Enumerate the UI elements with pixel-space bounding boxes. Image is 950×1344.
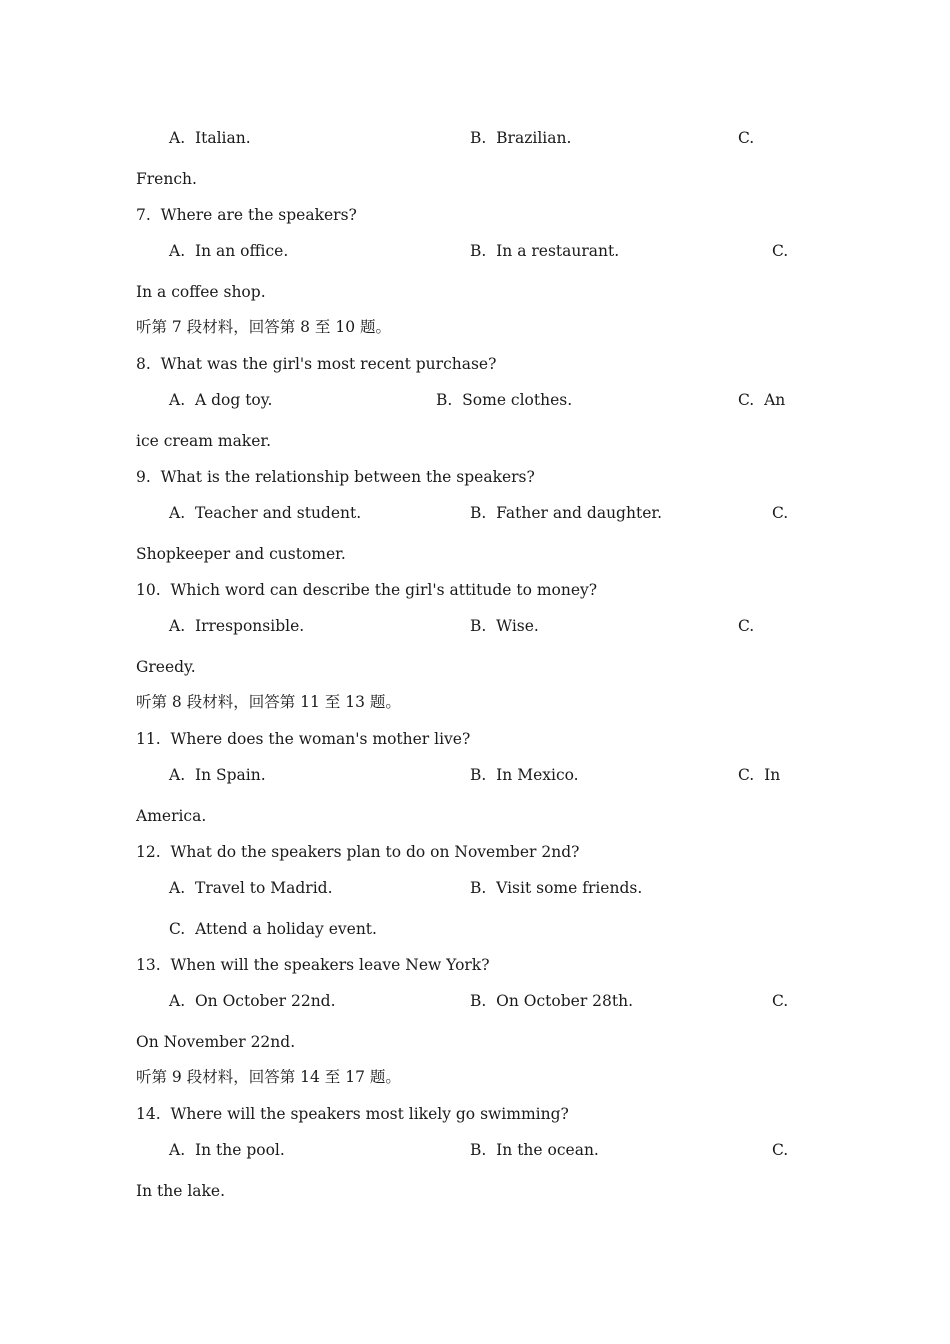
question-13: 13. When will the speakers leave New York?	[136, 956, 490, 974]
option-b: B. Wise.	[470, 617, 539, 635]
option-a: A. Irresponsible.	[169, 617, 305, 635]
option-b: B. Brazilian.	[470, 129, 572, 147]
option-a: A. On October 22nd.	[169, 992, 336, 1010]
section-heading: 听第 7 段材料，回答第 8 至 10 题。	[136, 318, 392, 336]
option-b: B. In the ocean.	[470, 1141, 599, 1159]
option-a: A. A dog toy.	[169, 391, 273, 409]
option-c-text: America.	[136, 807, 207, 825]
option-a: A. In the pool.	[169, 1141, 285, 1159]
option-c: C.	[772, 504, 789, 522]
question-8: 8. What was the girl's most recent purchase?	[136, 355, 497, 373]
question-9: 9. What is the relationship between the speakers?	[136, 468, 535, 486]
option-c: C.	[738, 617, 755, 635]
option-b: B. On October 28th.	[470, 992, 634, 1010]
option-c: C. Attend a holiday event.	[169, 920, 377, 938]
question-14: 14. Where will the speakers most likely go swimming?	[136, 1105, 569, 1123]
option-a: A. Italian.	[169, 129, 251, 147]
option-c: C.	[772, 1141, 789, 1159]
section-heading: 听第 9 段材料，回答第 14 至 17 题。	[136, 1068, 401, 1086]
option-c: C. In	[738, 766, 781, 784]
option-b: B. Father and daughter.	[470, 504, 662, 522]
option-c: C. An	[738, 391, 786, 409]
option-c-text: In a coffee shop.	[136, 283, 266, 301]
option-c: C.	[772, 242, 789, 260]
question-11: 11. Where does the woman's mother live?	[136, 730, 471, 748]
option-b: B. In Mexico.	[470, 766, 579, 784]
option-a: A. In an office.	[169, 242, 289, 260]
option-a: A. Teacher and student.	[169, 504, 362, 522]
section-heading: 听第 8 段材料，回答第 11 至 13 题。	[136, 693, 401, 711]
option-c-text: ice cream maker.	[136, 432, 272, 450]
option-c-text: In the lake.	[136, 1182, 226, 1200]
question-7: 7. Where are the speakers?	[136, 206, 357, 224]
question-10: 10. Which word can describe the girl's attitude to money?	[136, 581, 598, 599]
option-c-text: French.	[136, 170, 197, 188]
option-b: B. In a restaurant.	[470, 242, 620, 260]
option-a: A. In Spain.	[169, 766, 266, 784]
option-b: B. Some clothes.	[436, 391, 573, 409]
option-c-text: On November 22nd.	[136, 1033, 296, 1051]
question-12: 12. What do the speakers plan to do on November 2nd?	[136, 843, 580, 861]
option-c: C.	[772, 992, 789, 1010]
option-a: A. Travel to Madrid.	[169, 879, 333, 897]
option-b: B. Visit some friends.	[470, 879, 643, 897]
option-c-text: Shopkeeper and customer.	[136, 545, 346, 563]
option-c: C.	[738, 129, 755, 147]
option-c-text: Greedy.	[136, 658, 196, 676]
